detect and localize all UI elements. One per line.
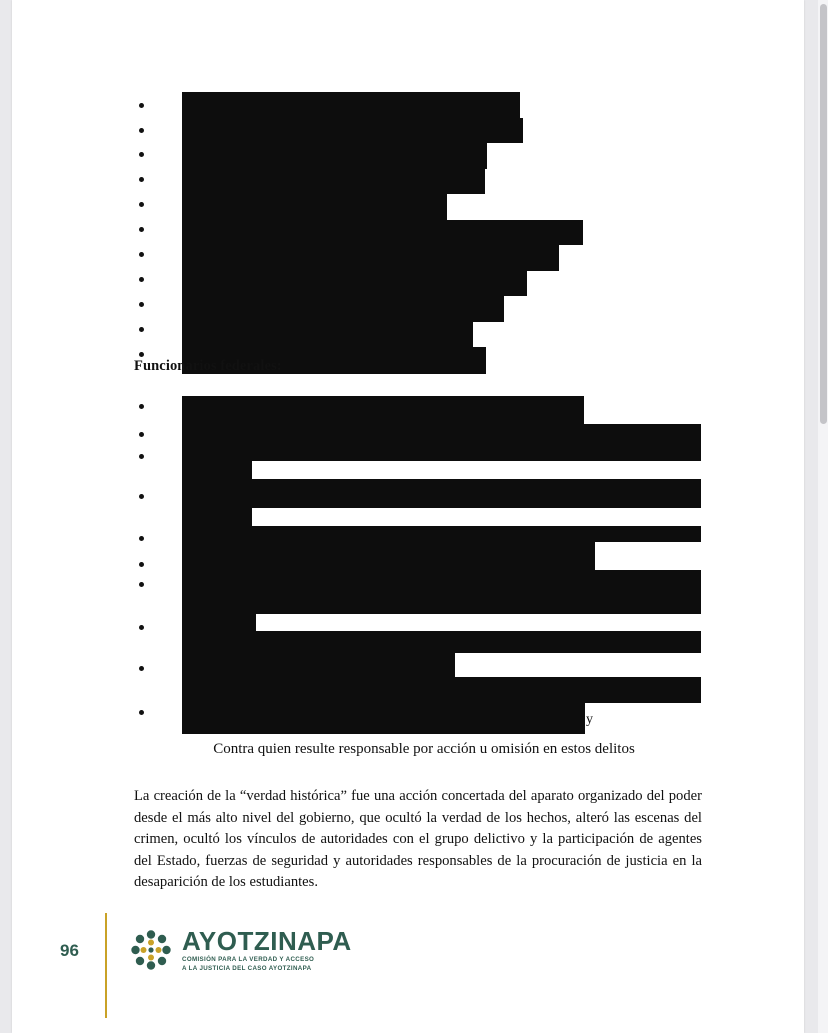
redaction-bar <box>182 526 701 542</box>
redaction-bar <box>182 245 559 271</box>
redaction-bar <box>182 322 473 347</box>
redaction-bar <box>182 396 584 424</box>
figure-caption: Contra quien resulte responsable por acción u omisión en estos delitos <box>213 741 635 757</box>
list-bullet <box>139 562 144 567</box>
list-bullet <box>139 302 144 307</box>
redaction-bar <box>182 118 523 143</box>
list-bullet <box>139 352 144 357</box>
list-bullet <box>139 252 144 257</box>
logo-wordmark <box>182 925 352 973</box>
trailing-conjunction: y <box>586 712 593 727</box>
ayotzinapa-logo <box>128 927 352 973</box>
logo-subtitle-line1: COMISIÓN PARA LA VERDAD Y ACCESO <box>182 955 315 963</box>
list-bullet <box>139 536 144 541</box>
list-bullet <box>139 666 144 671</box>
list-bullet <box>139 494 144 499</box>
list-bullet <box>139 454 144 459</box>
list-bullet <box>139 227 144 232</box>
page-content <box>12 0 804 1033</box>
document-page <box>12 0 804 1033</box>
redaction-bar <box>182 220 583 245</box>
redaction-bar <box>182 508 252 526</box>
redaction-bar <box>182 296 504 322</box>
redaction-bar <box>182 653 455 677</box>
redaction-bar <box>182 194 447 220</box>
list-bullet <box>139 710 144 715</box>
redaction-bar <box>182 143 487 169</box>
redaction-bar <box>182 570 701 601</box>
flower-emblem-icon <box>128 927 174 973</box>
scrollbar-track[interactable] <box>818 0 828 1033</box>
list-bullet <box>139 404 144 409</box>
list-bullet <box>139 128 144 133</box>
redaction-bar <box>182 703 585 734</box>
list-bullet <box>139 277 144 282</box>
subheading-funcionarios-federales: Funcionarios federales: <box>134 358 282 374</box>
redaction-bar <box>182 424 701 451</box>
list-bullet <box>139 582 144 587</box>
logo-subtitle-line2: A LA JUSTICIA DEL CASO AYOTZINAPA <box>182 964 312 972</box>
page-number: 96 <box>60 941 79 960</box>
redaction-bar <box>182 542 595 570</box>
redaction-bar <box>182 461 252 479</box>
redaction-bar <box>182 92 520 118</box>
redaction-bar <box>182 677 701 703</box>
redacted-list-federal-officials <box>134 396 714 736</box>
redaction-bar <box>182 169 485 194</box>
list-bullet <box>139 202 144 207</box>
footer-divider <box>105 913 107 1018</box>
redaction-bar <box>182 271 527 296</box>
redaction-bar <box>182 631 701 653</box>
logo-title: AYOTZINAPA <box>182 925 352 956</box>
redaction-bar <box>182 479 701 508</box>
redaction-bar <box>182 601 701 614</box>
page-footer <box>12 913 804 1033</box>
list-bullet <box>139 327 144 332</box>
list-bullet <box>139 177 144 182</box>
scrollbar-thumb[interactable] <box>820 4 827 424</box>
list-bullet <box>139 432 144 437</box>
body-paragraph: La creación de la “verdad histórica” fue una acción concertada del aparato organizado del poder desde el más alto nivel del gobierno, que ocultó la verdad de los hechos, alteró las escenas del crimen, ocultó los vínculos de autoridades con el grupo delictivo y la participación de agentes del Estado, fuerzas de seguridad y autoridades responsables de la procuración de justicia en la desaparición de los estudiantes. <box>134 788 702 890</box>
list-bullet <box>139 625 144 630</box>
list-bullet <box>139 152 144 157</box>
redaction-bar <box>182 451 701 461</box>
list-bullet <box>139 103 144 108</box>
redacted-list-state-officials <box>134 92 594 374</box>
redaction-bar <box>182 614 256 631</box>
